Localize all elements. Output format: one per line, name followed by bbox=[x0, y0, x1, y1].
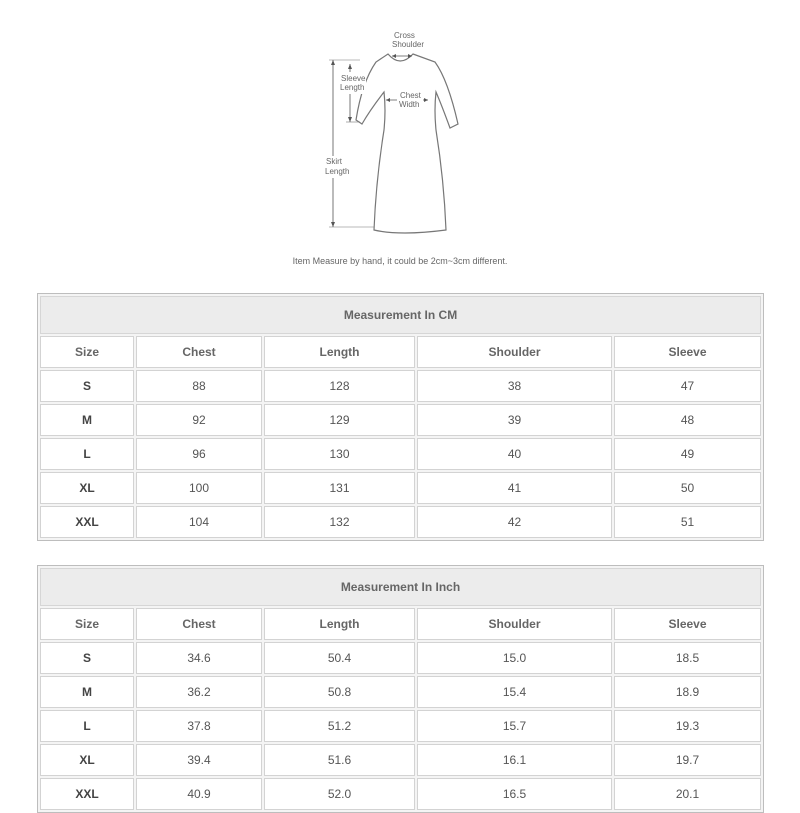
dress-outline bbox=[356, 54, 458, 233]
column-header: Sleeve bbox=[614, 336, 761, 368]
measurement-cell: 47 bbox=[614, 370, 761, 402]
measurement-cell: 128 bbox=[264, 370, 415, 402]
measurement-cell: 40 bbox=[417, 438, 612, 470]
measurement-note: Item Measure by hand, it could be 2cm~3cm different. bbox=[292, 256, 508, 266]
measurement-cell: 19.3 bbox=[614, 710, 761, 742]
measurement-cell: 19.7 bbox=[614, 744, 761, 776]
measurement-cell: 15.4 bbox=[417, 676, 612, 708]
measurement-cell: 50.4 bbox=[264, 642, 415, 674]
label-skirt-length-2: Length bbox=[325, 167, 350, 176]
table-title: Measurement In CM bbox=[40, 296, 761, 334]
measurement-cell: 50 bbox=[614, 472, 761, 504]
label-cross-shoulder-2: Shoulder bbox=[392, 40, 425, 49]
size-cell: XXL bbox=[40, 778, 134, 810]
column-header: Chest bbox=[136, 608, 262, 640]
table-row bbox=[40, 404, 761, 436]
size-table-cm bbox=[37, 293, 764, 541]
size-cell: S bbox=[40, 370, 134, 402]
measurement-cell: 20.1 bbox=[614, 778, 761, 810]
column-header: Chest bbox=[136, 336, 262, 368]
measurement-cell: 38 bbox=[417, 370, 612, 402]
measurement-cell: 96 bbox=[136, 438, 262, 470]
column-header: Length bbox=[264, 608, 415, 640]
table-header-row bbox=[40, 608, 761, 640]
measurement-cell: 41 bbox=[417, 472, 612, 504]
measurement-cell: 51 bbox=[614, 506, 761, 538]
size-cell: XL bbox=[40, 744, 134, 776]
column-header: Sleeve bbox=[614, 608, 761, 640]
table-row bbox=[40, 778, 761, 810]
measurement-cell: 18.5 bbox=[614, 642, 761, 674]
measurement-cell: 51.6 bbox=[264, 744, 415, 776]
label-skirt-length-1: Skirt bbox=[326, 157, 342, 166]
label-cross-shoulder-1: Cross bbox=[394, 31, 415, 40]
label-chest-width-1: Chest bbox=[400, 91, 421, 100]
column-header: Length bbox=[264, 336, 415, 368]
measurement-cell: 51.2 bbox=[264, 710, 415, 742]
size-cell: M bbox=[40, 404, 134, 436]
label-sleeve-length-1: Sleeve bbox=[341, 74, 366, 83]
measurement-cell: 130 bbox=[264, 438, 415, 470]
table-row bbox=[40, 710, 761, 742]
table-title: Measurement In Inch bbox=[40, 568, 761, 606]
column-header: Shoulder bbox=[417, 336, 612, 368]
measurement-cell: 18.9 bbox=[614, 676, 761, 708]
measurement-cell: 15.0 bbox=[417, 642, 612, 674]
measurement-cell: 39.4 bbox=[136, 744, 262, 776]
size-cell: S bbox=[40, 642, 134, 674]
measurement-cell: 52.0 bbox=[264, 778, 415, 810]
column-header: Size bbox=[40, 608, 134, 640]
table-row bbox=[40, 744, 761, 776]
measurement-cell: 132 bbox=[264, 506, 415, 538]
label-chest-width-2: Width bbox=[399, 100, 420, 109]
measurement-cell: 49 bbox=[614, 438, 761, 470]
measurement-cell: 16.1 bbox=[417, 744, 612, 776]
measurement-cell: 92 bbox=[136, 404, 262, 436]
measurement-cell: 34.6 bbox=[136, 642, 262, 674]
column-header: Shoulder bbox=[417, 608, 612, 640]
measurement-cell: 50.8 bbox=[264, 676, 415, 708]
size-cell: L bbox=[40, 710, 134, 742]
measurement-cell: 16.5 bbox=[417, 778, 612, 810]
size-table-inch bbox=[37, 565, 764, 813]
size-cell: XXL bbox=[40, 506, 134, 538]
measurement-cell: 131 bbox=[264, 472, 415, 504]
table-row bbox=[40, 472, 761, 504]
measurement-cell: 48 bbox=[614, 404, 761, 436]
size-cell: M bbox=[40, 676, 134, 708]
measurement-cell: 88 bbox=[136, 370, 262, 402]
size-cell: L bbox=[40, 438, 134, 470]
measurement-cell: 36.2 bbox=[136, 676, 262, 708]
measurement-cell: 37.8 bbox=[136, 710, 262, 742]
label-sleeve-length-2: Length bbox=[340, 83, 365, 92]
measurement-cell: 42 bbox=[417, 506, 612, 538]
table-row bbox=[40, 506, 761, 538]
measurement-cell: 40.9 bbox=[136, 778, 262, 810]
table-row bbox=[40, 370, 761, 402]
table-row bbox=[40, 642, 761, 674]
size-cell: XL bbox=[40, 472, 134, 504]
measurement-cell: 104 bbox=[136, 506, 262, 538]
table-header-row bbox=[40, 336, 761, 368]
measurement-cell: 39 bbox=[417, 404, 612, 436]
table-row bbox=[40, 438, 761, 470]
measurement-cell: 15.7 bbox=[417, 710, 612, 742]
measurement-cell: 129 bbox=[264, 404, 415, 436]
column-header: Size bbox=[40, 336, 134, 368]
dress-illustration bbox=[300, 20, 500, 245]
table-row bbox=[40, 676, 761, 708]
measurement-cell: 100 bbox=[136, 472, 262, 504]
dress-measurement-diagram bbox=[300, 20, 500, 245]
